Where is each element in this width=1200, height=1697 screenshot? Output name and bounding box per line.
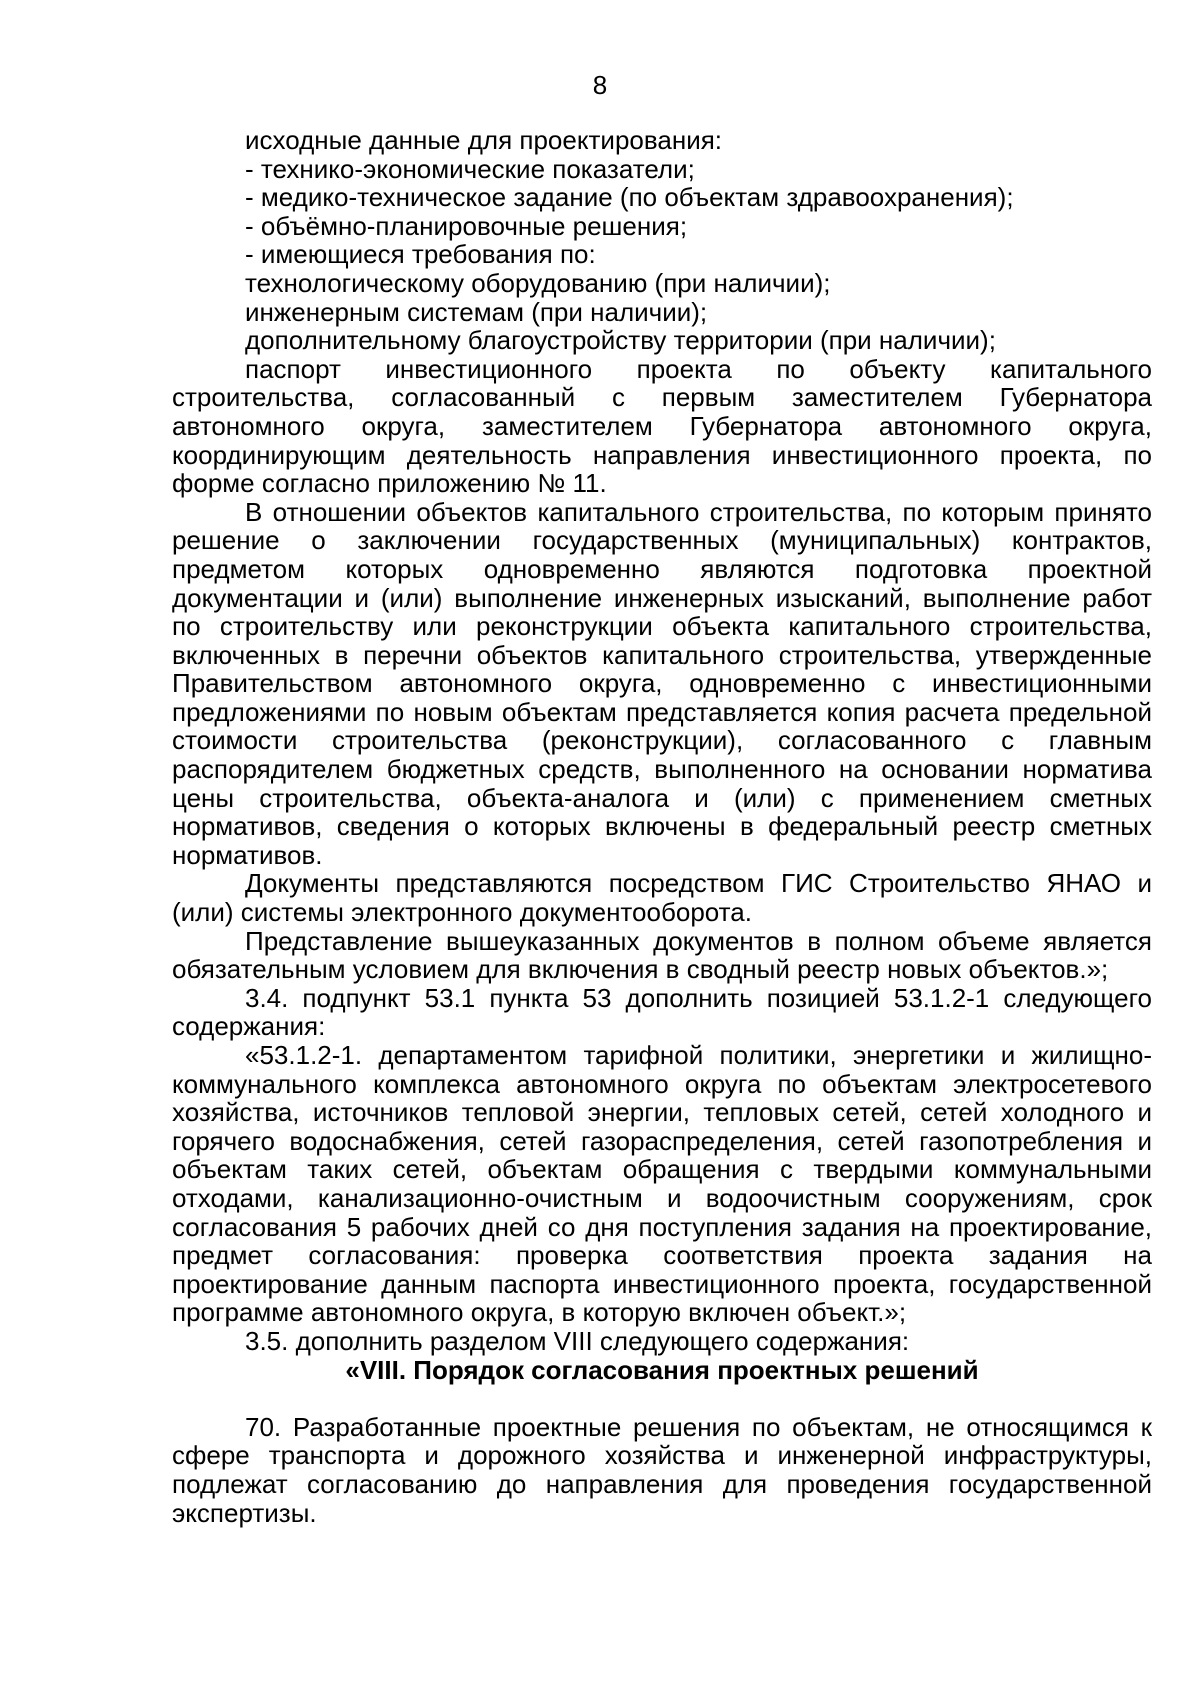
paragraph-item-53-1-2-1: «53.1.2-1. департаментом тарифной политики, энергетики и жилищно-коммунального комплекса автономного округа по объектам электросетевого хозяйства, источников тепловой энергии, тепловых сетей, сетей холодного и горячего водоснабжения, сетей газораспределения, сетей газопотребления и объектам таких сетей, объектам обращения с твердыми коммунальными отходами, канализационно-очистным и водоочистным сооружениям, срок согласования 5 рабочих дней со дня поступления задания на проектирование, предмет согласования: проверка соответствия проекта задания на проектирование данным паспорта инвестиционного проекта, государственной программе автономного округа, в которую включен объект.»; [172, 1040, 1152, 1328]
sub-list-item: дополнительному благоустройству территории (при наличии); [245, 325, 996, 356]
paragraph-capital-construction: В отношении объектов капитального строительства, по которым принято решение о заключении государственных (муниципальных) контрактов, предметом которых одновременно являются подготовка проектной документации и (или) выполнение инженерных изысканий, выполнение работ по строительству или реконструкции объекта капитального строительства, включенных в перечни объектов капитального строительства, утвержденные Правительством автономного округа, одновременно с инвестиционными предложениями по новым объектам представляется копия расчета предельной стоимости строительства (реконструкции), согласованного с главным распорядителем бюджетных средств, выполненного на основании норматива цены строительства, объекта-аналога и (или) с применением сметных нормативов, сведения о которых включены в федеральный реестр сметных нормативов. [172, 496, 1152, 870]
page-number: 8 [592, 70, 608, 100]
list-item: - технико-экономические показатели; [245, 153, 695, 184]
sub-list-item: инженерным системам (при наличии); [245, 296, 708, 327]
list-item: - медико-техническое задание (по объектам здравоохранения); [245, 182, 1014, 213]
section-heading: «VIII. Порядок согласования проектных решений [345, 1354, 979, 1385]
sub-list-item: технологическому оборудованию (при наличии); [245, 267, 831, 298]
text-line: исходные данные для проектирования: [245, 125, 723, 155]
paragraph-item-70: 70. Разработанные проектные решения по объектам, не относящимся к сфере транспорта и дорожного хозяйства и инженерной инфраструктуры, подлежат согласованию до направления для проведения государственной экспертизы. [172, 1411, 1152, 1528]
paragraph-documents-submission: Документы представляются посредством ГИС Строительство ЯНАО и (или) системы электронного документооборота. [172, 868, 1152, 928]
list-item: - объёмно-планировочные решения; [245, 210, 688, 241]
list-item: - имеющиеся требования по: [245, 239, 596, 270]
document-body [172, 126, 1152, 1527]
paragraph-passport: паспорт инвестиционного проекта по объекту капитального строительства, согласованный с первым заместителем Губернатора автономного округа, заместителем Губернатора автономного округа, координирующим деятельность направления инвестиционного проекта, по форме согласно приложению № 11. [172, 353, 1152, 499]
paragraph-mandatory-condition: Представление вышеуказанных документов в полном объеме является обязательным условием для включения в сводный реестр новых объектов.»; [172, 925, 1152, 985]
paragraph-item-3-4: 3.4. подпункт 53.1 пункта 53 дополнить позицией 53.1.2-1 следующего содержания: [172, 982, 1152, 1042]
paragraph-item-3-5: 3.5. дополнить разделом VIII следующего содержания: [245, 1325, 910, 1356]
